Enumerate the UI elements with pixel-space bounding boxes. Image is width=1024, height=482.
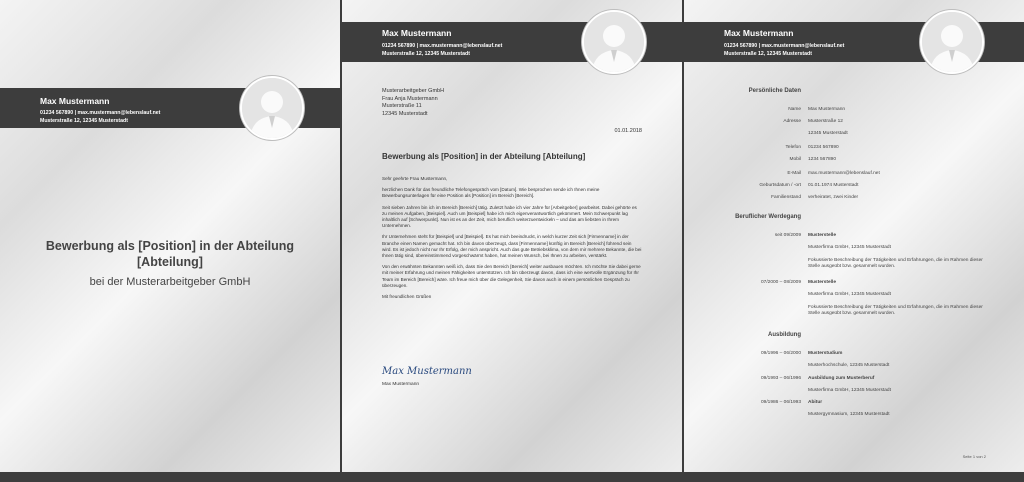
personal-row: 12345 Musterstadt — [808, 131, 848, 136]
contact-line: 01234 567890 | max.mustermann@lebenslauf.net — [40, 110, 161, 116]
education-entry: 09/1993 – 06/1996 Ausbildung zum Musterberuf — [760, 376, 875, 381]
personal-row: Mobil 1234 567890 — [789, 157, 837, 162]
personal-row: E-Mail max.mustermann@lebenslauf.net — [787, 171, 880, 176]
handwritten-signature: Max Mustermann — [382, 366, 472, 377]
cover-title: Bewerbung als [Position] in der Abteilung [Abteilung] — [45, 239, 295, 269]
address-line: Musterstraße 12, 12345 Musterstadt — [382, 51, 470, 57]
section-title-work: Beruflicher Werdegang — [735, 214, 801, 220]
personal-row: Adresse Musterstraße 12 — [783, 119, 843, 124]
salutation: Sehr geehrte Frau Mustermann, — [382, 176, 448, 181]
contact-line: 01234 567890 | max.mustermann@lebenslauf.net — [382, 43, 503, 49]
cv-page — [684, 0, 1024, 472]
work-entry: 07/2000 – 08/2009 Musterstelle — [760, 280, 836, 285]
paragraph: Ihr Unternehmen steht für [Beispiel] und [Beispiel]. Es hat mich beeindruckt, in welch kurzer Zeit sich [Firmenname] in der Branche einen Namen gemacht hat. Ich bin davon überzeugt, dass [Firmenname] künftig im Bereich [Bereich] führend sein wird. Es ist jedoch nicht nur Ihr Erfolg, der mich anspricht. Auch das gute Betriebsklima, von dem mir mehrere Bekannte, die bei Ihnen tätig sind, übereinstimmend vorgeschwärmt haben, hat meinen Wunsch, bei Ihnen zu arbeiten, verstärkt. — [382, 234, 642, 259]
work-description: Fokussierte Beschreibung der Tätigkeiten und Erfahrungen, die im Rahmen dieser Stelle ausgeübt bzw. gesammelt wurden. — [808, 258, 983, 269]
avatar-placeholder-icon — [582, 10, 646, 74]
paragraph: Seit sieben Jahren bin ich im Bereich [Bereich] tätig. Zuletzt habe ich vier Jahre für [Arbeitgeber] gearbeitet. Dabei gehörte es zu meinen Aufgaben, [Beispiel]. Auch um [Beispiel] habe ich mich eigenverantwortlich gekümmert. Mein Schwerpunkt lag inhaltlich auf [Schwerpunkt]. Nun ist es an der Zeit, mich beruflich weiterzuentwickeln – und das am liebsten in Ihrem Unternehmen. — [382, 204, 637, 229]
letter-date: 01.01.2018 — [614, 128, 642, 134]
education-place: Musterhochschule, 12345 Musterstadt — [808, 363, 890, 368]
letter-subject: Bewerbung als [Position] in der Abteilung [Abteilung] — [382, 152, 586, 161]
paragraph: herzlichen Dank für das freundliche Telefongespräch vom [Datum]. Wie besprochen sende ich Ihnen meine Bewerbungsunterlagen für eine Position als [Position] im Bereich [Bereich]. — [382, 187, 600, 199]
bottom-bar — [0, 472, 1024, 482]
closing: Mit freundlichen Grüßen — [382, 294, 432, 300]
personal-row: Geburtsdatum / -ort 01.01.1974 Musterstadt — [759, 183, 859, 188]
address-line: Musterstraße 12, 12345 Musterstadt — [724, 51, 812, 57]
cover-page — [0, 0, 340, 472]
work-entry: seit 09/2009 Musterstelle — [774, 233, 836, 238]
avatar-placeholder-icon — [240, 76, 304, 140]
work-description: Fokussierte Beschreibung der Tätigkeiten und Erfahrungen, die im Rahmen dieser Stelle ausgeübt bzw. gesammelt wurden. — [808, 305, 983, 316]
letter-body — [382, 176, 642, 305]
applicant-name: Max Mustermann — [40, 96, 110, 106]
applicant-name: Max Mustermann — [382, 28, 452, 38]
education-place: Musterfirma GmbH, 12345 Musterstadt — [808, 388, 891, 393]
education-entry: 09/1996 – 06/2000 Musterstudium — [760, 351, 843, 356]
work-company: Musterfirma GmbH, 12345 Musterstadt — [808, 245, 891, 250]
section-title-personal: Persönliche Daten — [748, 88, 801, 94]
education-entry: 09/1986 – 06/1993 Abitur — [760, 400, 823, 405]
work-company: Musterfirma GmbH, 12345 Musterstadt — [808, 292, 891, 297]
page-number: Seite 1 von 2 — [962, 454, 986, 459]
address-line: Musterstraße 12, 12345 Musterstadt — [40, 118, 128, 124]
education-place: Mustergymnasium, 12345 Musterstadt — [808, 412, 890, 417]
personal-row: Name Max Mustermann — [788, 107, 846, 112]
recipient-address: Musterarbeitgeber GmbH Frau Anja Mustermann Musterstraße 11 12345 Musterstadt — [382, 88, 445, 117]
personal-row: Familienstand verheiratet, zwei Kinder — [771, 195, 859, 200]
personal-row: Telefon 01234 567890 — [785, 145, 839, 150]
signer-name: Max Mustermann — [382, 382, 420, 387]
avatar-placeholder-icon — [920, 10, 984, 74]
cover-subtitle: bei der Musterarbeitgeber GmbH — [89, 276, 251, 288]
section-title-education: Ausbildung — [768, 332, 801, 338]
paragraph: Von den erwähnten Bekannten weiß ich, dass Sie den Bereich [Bereich] weiter ausbauen möchten. Ich möchte Sie dabei gerne mit meiner Erfahrung und meinen Fähigkeiten unterstützen. Ich bin überzeugt davon, dass ich eine wertvolle Ergänzung für Ihr Team im Bereich [Bereich] wäre. Ich freue mich über die Gelegenheit, Sie davon auch in einem persönlichen Gespräch zu überzeugen. — [382, 264, 641, 288]
applicant-name: Max Mustermann — [724, 28, 794, 38]
cover-letter-page — [342, 0, 682, 472]
contact-line: 01234 567890 | max.mustermann@lebenslauf.net — [724, 43, 845, 49]
